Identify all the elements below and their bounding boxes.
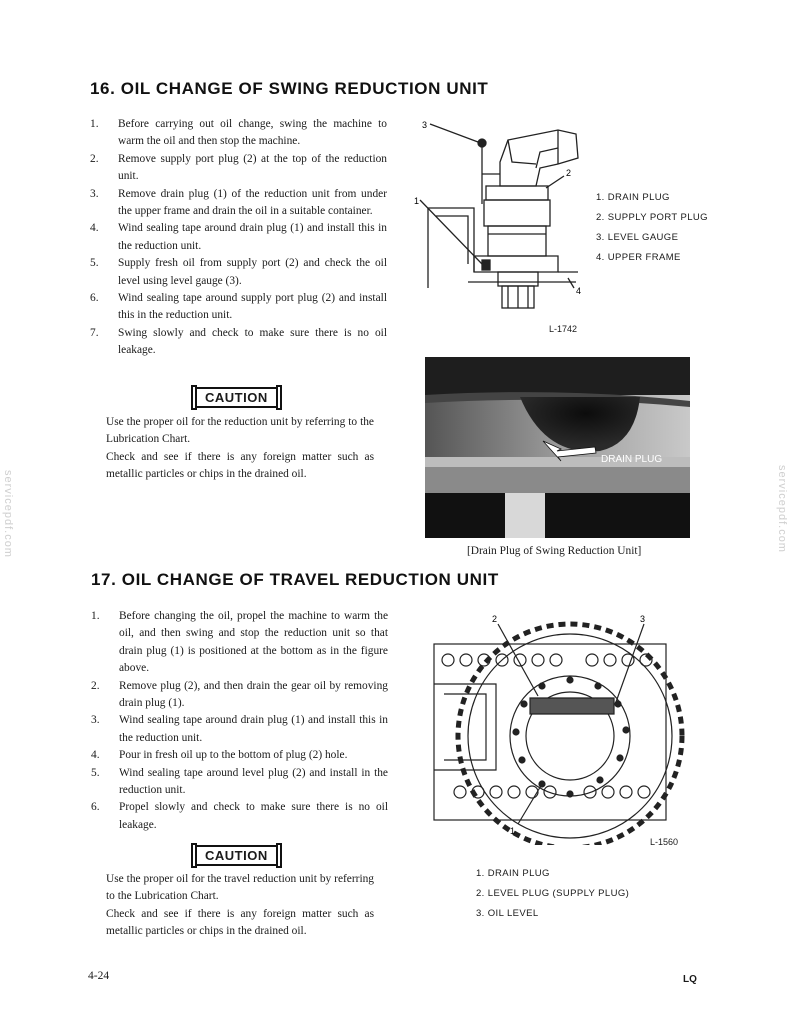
step-number: 5. (90, 257, 99, 270)
section-17-title: 17. OIL CHANGE OF TRAVEL REDUCTION UNIT (91, 570, 499, 589)
legend-item: 2. LEVEL PLUG (SUPPLY PLUG) (476, 888, 630, 899)
step (91, 747, 388, 764)
step-number: 3. (91, 714, 100, 727)
caution-line: Check and see if there is any foreign matter such as metallic particles or chips in the drained oil. (106, 907, 374, 938)
step-text: Remove plug (2), and then drain the gear oil by removing drain plug (1). (119, 679, 388, 710)
figure-legend (476, 868, 629, 928)
step-text: Wind sealing tape around drain plug (1) and install this in the reduction unit. (118, 222, 387, 252)
step-number: 4. (91, 749, 100, 762)
swing-reduction-unit-diagram (408, 112, 588, 337)
step (91, 799, 388, 834)
step (90, 325, 387, 360)
legend-item: 4. UPPER FRAME (596, 252, 681, 263)
callout-1: 1 (414, 196, 420, 206)
step-text: Remove supply port plug (2) at the top of the reduction unit. (118, 152, 387, 183)
photo-caption: [Drain Plug of Swing Reduction Unit] (467, 545, 642, 557)
step-number: 2. (90, 152, 99, 165)
step (90, 290, 387, 325)
page-number: 4-24 (88, 970, 110, 982)
step-text: Wind sealing tape around level plug (2) and install in the reduction unit. (119, 766, 388, 797)
callout-1: 1 (510, 826, 516, 836)
step-text: Propel slowly and check to make sure there is no oil leakage. (119, 801, 388, 831)
step-number: 2. (91, 679, 100, 692)
callout-2: 2 (566, 168, 572, 178)
step-text: Remove drain plug (1) of the reduction unit from under the upper frame and drain the oil in a suitable container. (118, 187, 387, 218)
callout-3: 3 (640, 614, 646, 624)
step-number: 1. (91, 610, 100, 622)
figure-legend (596, 192, 708, 272)
step-text: Pour in fresh oil up to the bottom of plug (2) hole. (119, 749, 348, 762)
caution-line: Use the proper oil for the reduction unit by referring to the Lubrication Chart. (106, 416, 374, 446)
step-number: 7. (90, 326, 99, 339)
legend-item: 2. SUPPLY PORT PLUG (596, 212, 708, 223)
step-number: 6. (91, 801, 100, 814)
callout-2: 2 (492, 614, 498, 624)
step (91, 678, 388, 713)
caution-text (106, 871, 374, 941)
step (91, 608, 388, 678)
callout-4: 4 (576, 286, 582, 296)
section-17-steps (91, 608, 388, 834)
legend-item: 1. DRAIN PLUG (476, 868, 550, 879)
drain-plug-photo (425, 357, 690, 538)
travel-reduction-unit-diagram (430, 610, 700, 845)
callout-3: 3 (422, 120, 428, 130)
legend-item: 3. OIL LEVEL (476, 908, 539, 919)
step-text: Before carrying out oil change, swing the machine to warm the oil and then stop the machine. (118, 118, 387, 148)
caution-badge: CAUTION (195, 845, 278, 866)
photo-label: DRAIN PLUG (601, 454, 663, 465)
step (90, 116, 387, 151)
caution-line: Use the proper oil for the travel reduction unit by referring to the Lubrication Chart. (106, 873, 374, 903)
watermark-right: servicepdf.com (776, 465, 788, 553)
watermark-left: servicepdf.com (2, 470, 14, 558)
step-number: 3. (90, 187, 99, 200)
legend-item: 3. LEVEL GAUGE (596, 232, 679, 243)
section-16-title: 16. OIL CHANGE OF SWING REDUCTION UNIT (90, 79, 489, 98)
step-text: Wind sealing tape around drain plug (1) and install this in the reduction unit. (119, 714, 388, 744)
step-text: Supply fresh oil from supply port (2) and check the oil level using level gauge (3). (118, 257, 387, 287)
step-text: Swing slowly and check to make sure there is no oil leakage. (118, 326, 387, 357)
step-number: 5. (91, 766, 100, 779)
footer-code: LQ (683, 974, 697, 985)
caution-line: Check and see if there is any foreign matter such as metallic particles or chips in the drained oil. (106, 450, 374, 481)
step (90, 151, 387, 186)
step (90, 186, 387, 221)
figure-code: L-1560 (650, 837, 679, 847)
step (90, 255, 387, 290)
section-16-steps (90, 116, 387, 360)
step-text: Wind sealing tape around supply port plug (2) and install this in the reduction unit. (118, 292, 387, 322)
step-number: 1. (90, 118, 99, 130)
step-number: 4. (90, 222, 99, 235)
caution-badge: CAUTION (195, 387, 278, 408)
step (91, 712, 388, 747)
step-text: Before changing the oil, propel the machine to warm the oil, and then swing and stop the reduction unit so that drain plug (1) is positioned at the bottom as in the figure above. (119, 610, 388, 675)
figure-code: L-1742 (549, 324, 578, 334)
step (90, 220, 387, 255)
step (91, 765, 388, 800)
legend-item: 1. DRAIN PLUG (596, 192, 670, 203)
caution-text (106, 414, 374, 484)
step-number: 6. (90, 292, 99, 305)
